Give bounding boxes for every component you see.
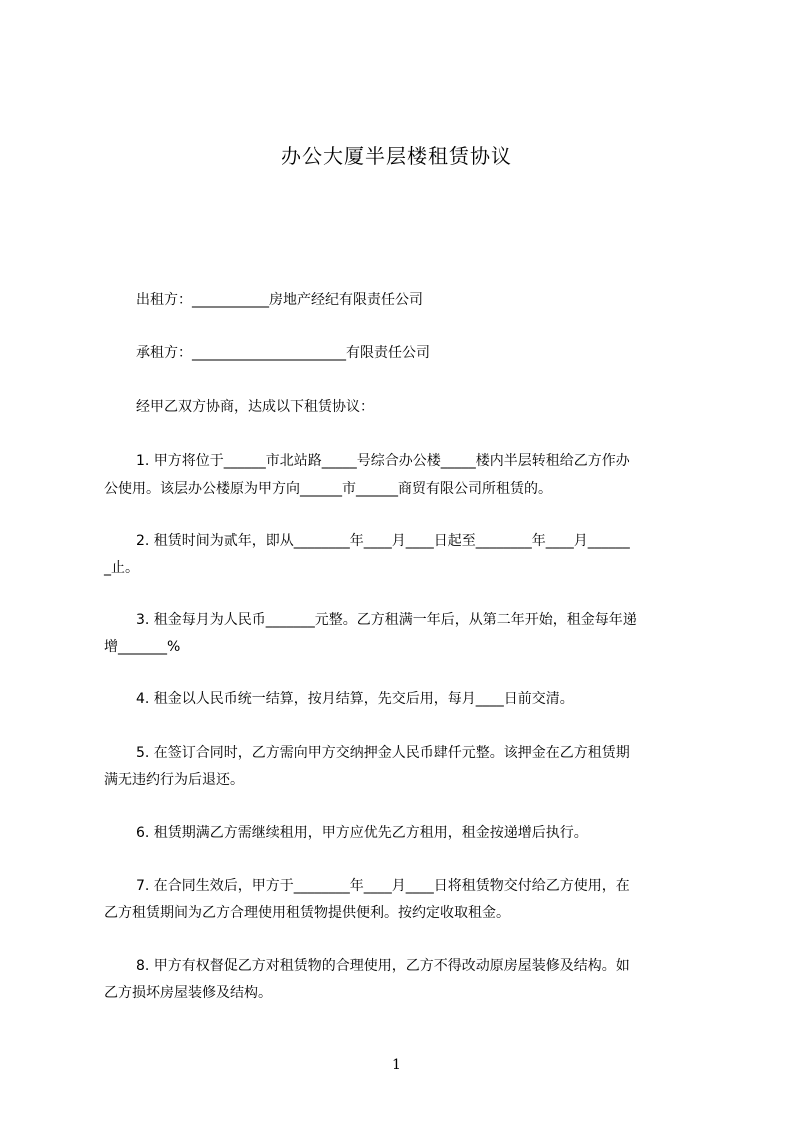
clause-line: 7. 在合同生效后，甲方于________年____月____日将租赁物交付给乙方使用，在 xyxy=(136,878,630,894)
document-title: 办公大厦半层楼租赁协议 xyxy=(281,144,512,168)
clause-line: 乙方损坏房屋装修及结构。 xyxy=(104,985,272,1001)
clause-line: 公使用。该层办公楼原为甲方向______市______商贸有限公司所租赁的。 xyxy=(104,481,552,497)
clause-line: 6. 租赁期满乙方需继续租用，甲方应优先乙方租用，租金按递增后执行。 xyxy=(136,825,588,841)
clause-line: 3. 租金每月为人民币_______元整。乙方租满一年后，从第二年开始，租金每年递 xyxy=(136,612,637,628)
lessee-line: 承租方：______________________有限责任公司 xyxy=(136,345,430,361)
clause-line: 1. 甲方将位于______市北站路_____号综合办公楼_____楼内半层转租给乙方作办 xyxy=(136,453,630,469)
clause-line: 增_______% xyxy=(104,639,181,655)
clause-line: 2. 租赁时间为贰年，即从________年____月____日起至________年____月______ xyxy=(136,533,630,549)
page-number: 1 xyxy=(392,1057,401,1073)
clause-line: 4. 租金以人民币统一结算，按月结算，先交后用，每月____日前交清。 xyxy=(136,691,574,707)
clause-line: 8. 甲方有权督促乙方对租赁物的合理使用，乙方不得改动原房屋装修及结构。如 xyxy=(136,958,630,974)
intro-line: 经甲乙双方协商，达成以下租赁协议： xyxy=(136,399,374,415)
clause-line: 乙方租赁期间为乙方合理使用租赁物提供便利。按约定收取租金。 xyxy=(104,905,510,921)
clause-line: 5. 在签订合同时，乙方需向甲方交纳押金人民币肆仟元整。该押金在乙方租赁期 xyxy=(136,745,630,761)
lessor-line: 出租方：___________房地产经纪有限责任公司 xyxy=(136,292,423,308)
clause-line: _止。 xyxy=(104,560,139,576)
clause-line: 满无违约行为后退还。 xyxy=(104,772,244,788)
